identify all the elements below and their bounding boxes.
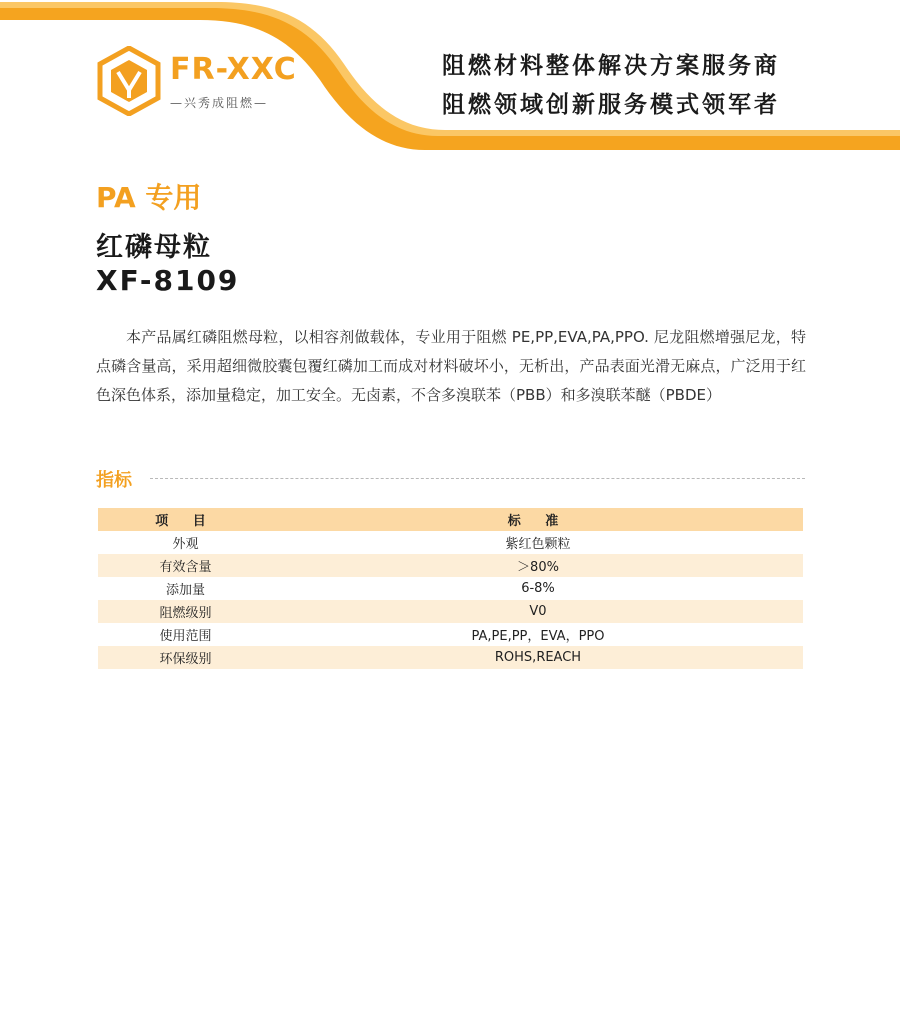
table-row (98, 623, 803, 646)
table-row (98, 531, 803, 554)
section-title-specs: 指标 (96, 470, 132, 491)
row-label: 外观 (98, 531, 273, 554)
brand-tagline: —兴秀成阻燃— (170, 96, 269, 110)
spec-table-header (98, 508, 803, 531)
table-row (98, 600, 803, 623)
header-standard: 标 准 (273, 508, 803, 531)
product-code: XF-8109 (96, 264, 240, 297)
row-value: PA,PE,PP，EVA，PPO (273, 623, 803, 646)
slogan-line-2: 阻燃领域创新服务模式领军者 (442, 92, 780, 118)
section-divider (150, 478, 805, 479)
row-label: 阻燃级别 (98, 600, 273, 623)
spec-table (98, 508, 803, 669)
brand-logo-icon (96, 46, 162, 116)
product-name: 红磷母粒 (96, 232, 212, 263)
product-description: 本产品属红磷阻燃母粒，以相容剂做载体，专业用于阻燃 PE,PP,EVA,PA,PPO. 尼龙阻燃增强尼龙，特点磷含量高，采用超细微胶囊包覆红磷加工而成对材料破坏小，无析出，产品表面光滑无麻点，广泛用于红色深色体系，添加量稳定，加工安全。无卤素，不含多溴联苯（PBB）和多溴联苯醚（PBDE） (96, 328, 806, 404)
row-label: 有效含量 (98, 554, 273, 577)
slogan-line-1: 阻燃材料整体解决方案服务商 (442, 53, 780, 79)
table-row (98, 646, 803, 669)
table-row (98, 577, 803, 600)
row-label: 使用范围 (98, 623, 273, 646)
brand-name: FR-XXC (170, 52, 297, 87)
product-category: PA 专用 (96, 181, 202, 214)
row-value: ROHS,REACH (273, 646, 803, 669)
table-row (98, 554, 803, 577)
row-value: ＞80% (273, 554, 803, 577)
row-label: 环保级别 (98, 646, 273, 669)
row-value: V0 (273, 600, 803, 623)
header-item: 项 目 (98, 508, 273, 531)
row-value: 紫红色颗粒 (273, 531, 803, 554)
row-value: 6-8% (273, 577, 803, 600)
row-label: 添加量 (98, 577, 273, 600)
